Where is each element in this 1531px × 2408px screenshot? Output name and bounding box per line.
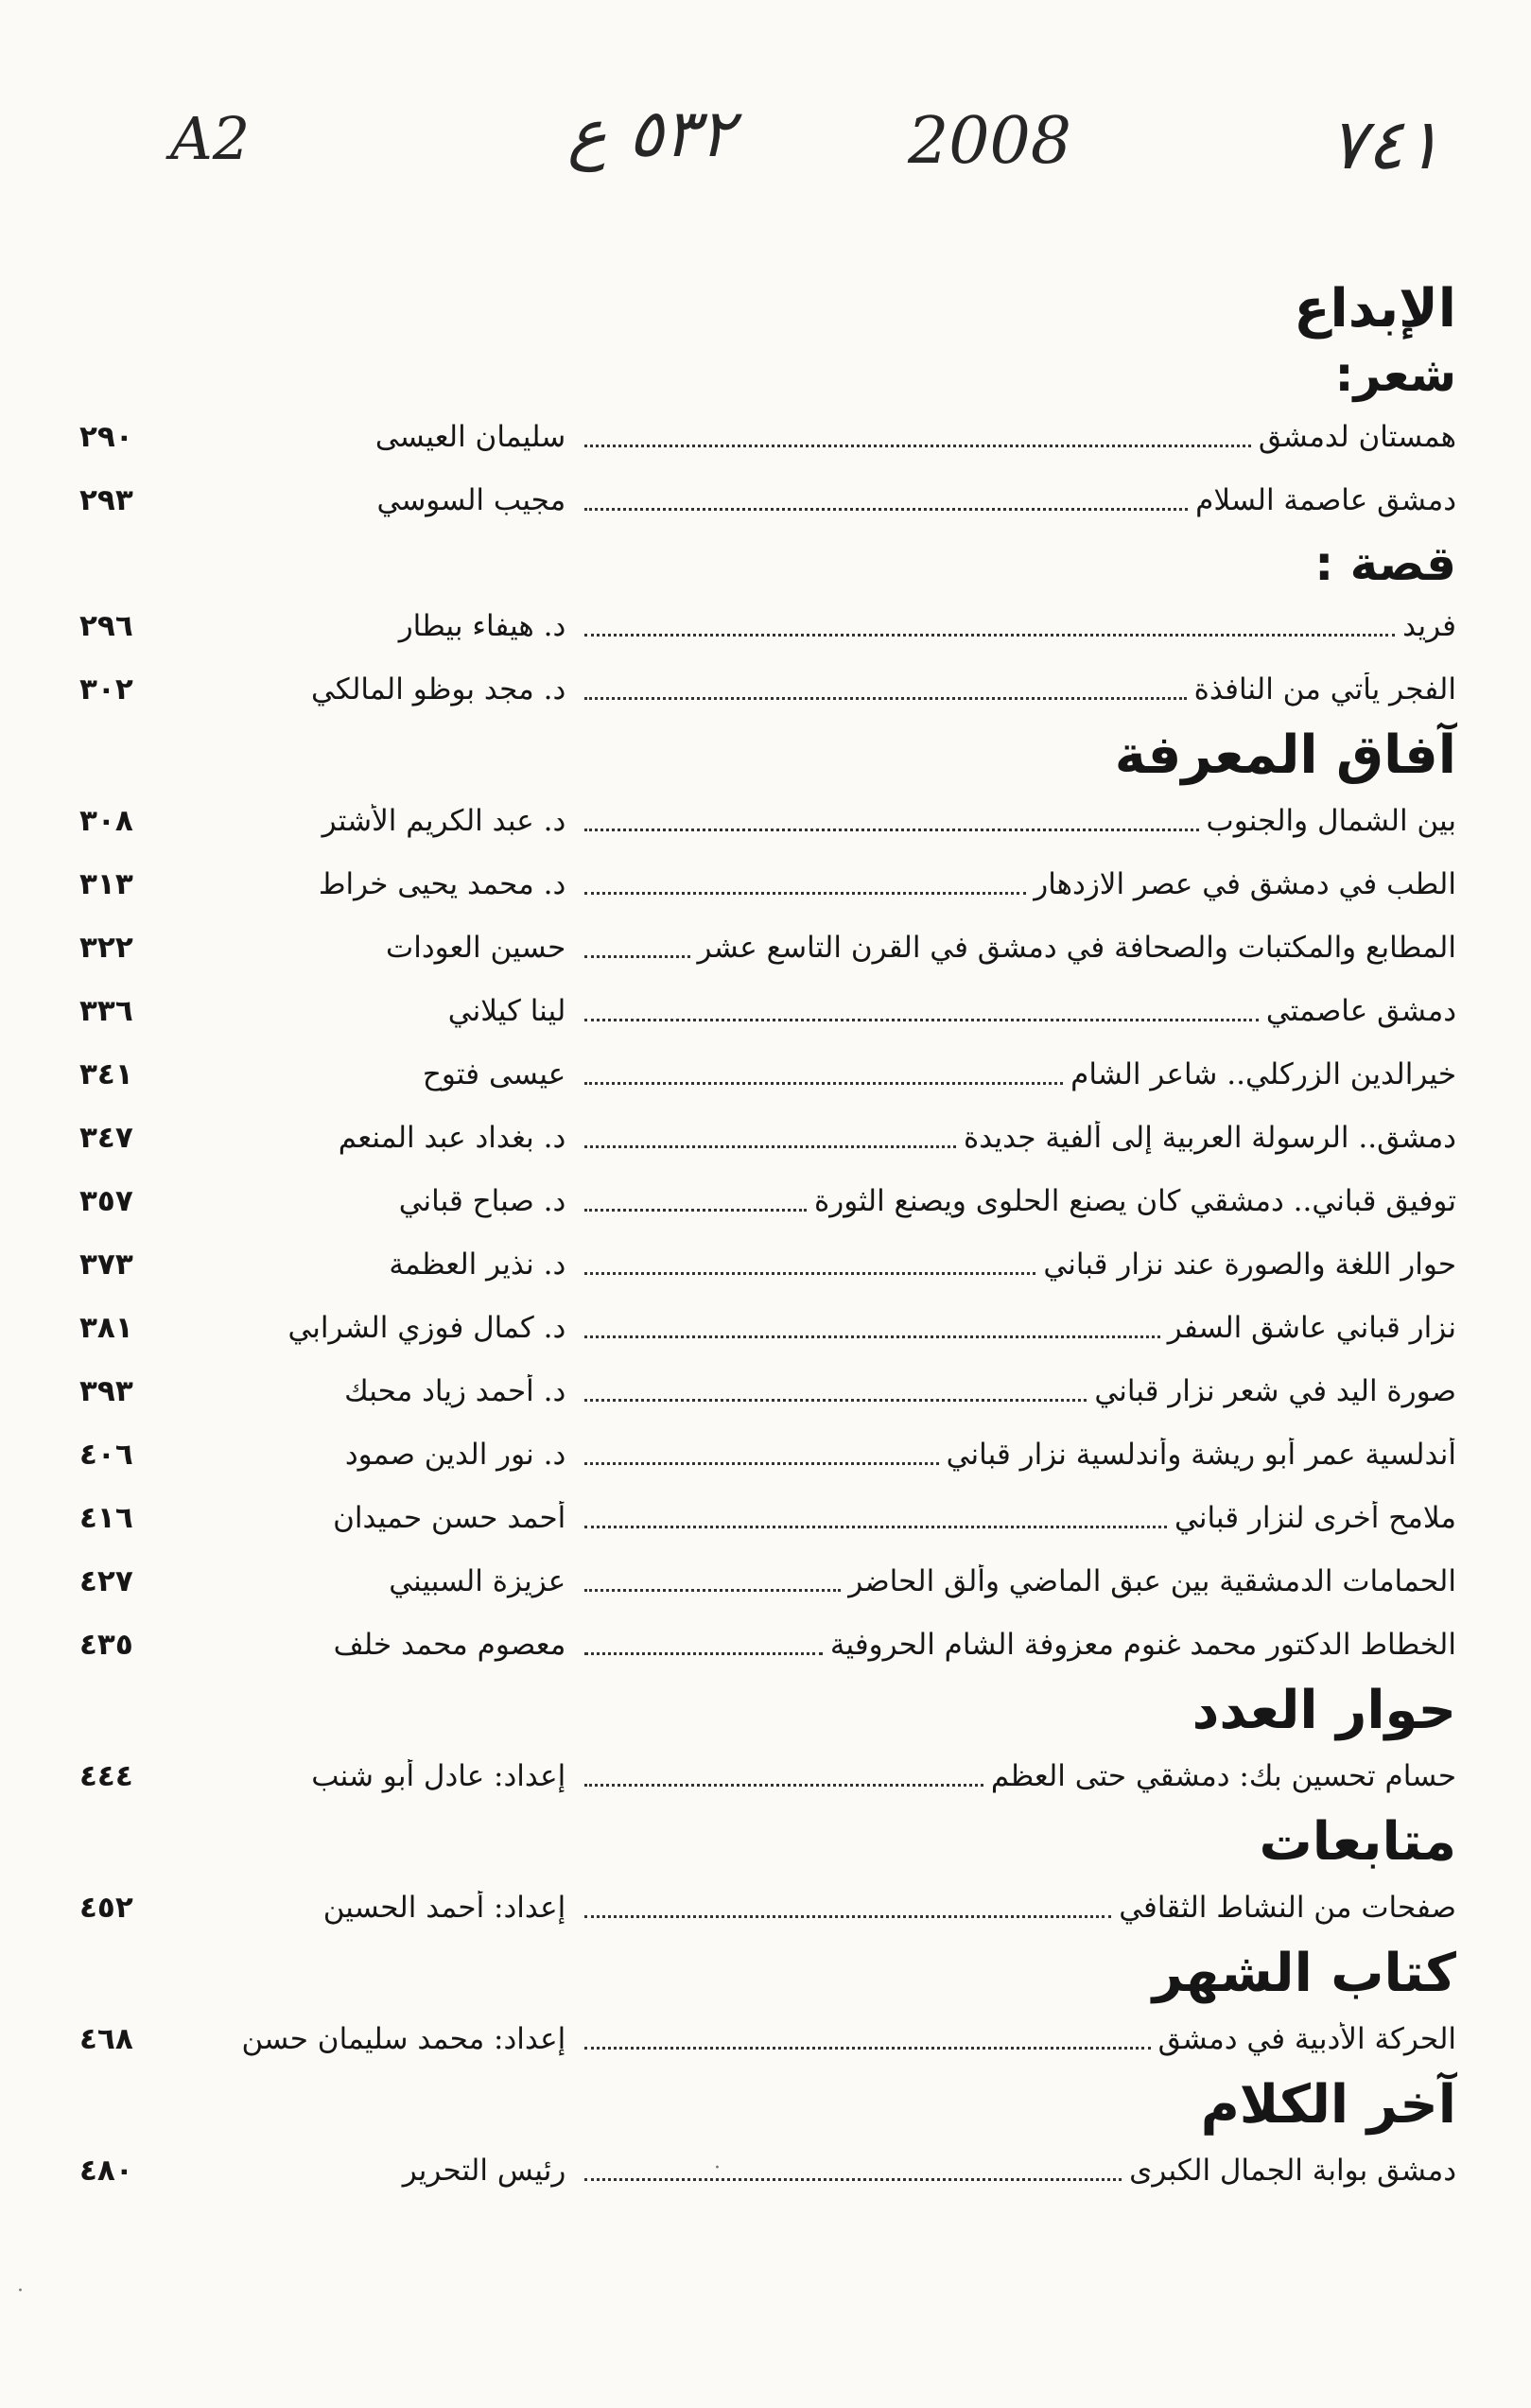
dot-leader	[584, 1462, 938, 1465]
dot-leader	[584, 1526, 1167, 1528]
toc-entry	[76, 916, 1456, 979]
entry-page-number: ٣٠٨	[78, 803, 133, 838]
entry-title-cell	[577, 1311, 1456, 1345]
entry-title-cell	[577, 1501, 1456, 1535]
entry-page-number: ٤٤٤	[78, 1758, 133, 1793]
entry-title: الطب في دمشق في عصر الازدهار	[1034, 866, 1456, 901]
entry-title: نزار قباني عاشق السفر	[1167, 1310, 1456, 1345]
section-heading: شعر:	[1334, 347, 1456, 402]
toc-entry	[76, 1359, 1456, 1422]
toc-entry	[76, 594, 1456, 657]
entry-title: دمشق عاصمتي	[1265, 993, 1456, 1028]
entry-page-number: ٣٨١	[78, 1310, 133, 1345]
entry-title: صفحات من النشاط الثقافي	[1119, 1890, 1456, 1925]
entry-title: الحمامات الدمشقية بين عبق الماضي وألق الحاضر	[848, 1563, 1456, 1598]
entry-author: د. نور الدين صمود	[344, 1437, 566, 1472]
scan-speck: ·	[714, 2156, 721, 2180]
entry-title: الفجر يأتي من النافذة	[1193, 672, 1456, 707]
entry-title-cell	[577, 420, 1456, 454]
entry-author: رئيس التحرير	[402, 2153, 566, 2188]
dot-leader	[584, 1335, 1159, 1338]
entry-author: إعداد: أحمد الحسين	[322, 1890, 566, 1925]
entry-author: د. أحمد زياد محبك	[344, 1373, 566, 1408]
dot-leader	[584, 445, 1251, 447]
section-heading: متابعات	[1259, 1811, 1456, 1873]
toc-entry	[76, 1106, 1456, 1169]
toc-entry	[76, 2138, 1456, 2202]
entry-author: د. عبد الكريم الأشتر	[322, 803, 566, 838]
entry-author: مجيب السوسي	[376, 482, 566, 517]
entry-title: ملامح أخرى لنزار قباني	[1174, 1500, 1456, 1535]
entry-author: عيسى فتوح	[422, 1056, 566, 1091]
handwritten-classification-code: ٥٣٢ ع	[567, 95, 735, 172]
entry-page-number: ٣٤٧	[78, 1120, 133, 1155]
entry-page-number: ٤٨٠	[78, 2153, 133, 2188]
dot-leader	[584, 697, 1186, 700]
section-heading: الإبداع	[1294, 278, 1456, 340]
entry-title: أندلسية عمر أبو ريشة وأندلسية نزار قباني	[946, 1437, 1456, 1472]
entry-author: د. صباح قباني	[398, 1183, 566, 1218]
dot-leader	[584, 955, 689, 958]
entry-title-cell	[577, 1564, 1456, 1598]
entry-author: عزيزة السبيني	[389, 1563, 566, 1598]
dot-leader	[584, 1399, 1087, 1402]
entry-title: المطابع والمكتبات والصحافة في دمشق في القرن التاسع عشر	[697, 930, 1456, 965]
dot-leader	[584, 829, 1198, 831]
dot-leader	[584, 634, 1395, 637]
toc-entry	[76, 1042, 1456, 1106]
entry-page-number: ٣٠٢	[78, 672, 133, 707]
entry-title-cell	[577, 1057, 1456, 1091]
dot-leader	[584, 1019, 1259, 1021]
entry-author: إعداد: محمد سليمان حسن	[241, 2021, 566, 2056]
section-heading: كتاب الشهر	[1152, 1943, 1456, 2004]
entry-page-number: ٢٩٠	[78, 419, 133, 454]
entry-title-cell	[577, 1248, 1456, 1282]
toc-entry	[76, 657, 1456, 721]
entry-title: همستان لدمشق	[1258, 419, 1456, 454]
toc-entry	[76, 1486, 1456, 1549]
entry-author: سليمان العيسى	[374, 419, 566, 454]
toc-entry	[76, 405, 1456, 468]
entry-title: بين الشمال والجنوب	[1206, 803, 1456, 838]
dot-leader	[584, 892, 1026, 895]
toc-entry	[76, 1296, 1456, 1359]
toc-entry	[76, 2007, 1456, 2070]
dot-leader	[584, 1915, 1111, 1918]
entry-title: توفيق قباني.. دمشقي كان يصنع الحلوى ويصنع الثورة	[814, 1183, 1456, 1218]
entry-author: أحمد حسن حميدان	[333, 1500, 566, 1535]
entry-page-number: ٤٣٥	[78, 1627, 133, 1662]
entry-title: دمشق.. الرسولة العربية إلى ألفية جديدة	[963, 1120, 1456, 1155]
entry-title: دمشق عاصمة السلام	[1195, 482, 1456, 517]
toc-entry	[76, 979, 1456, 1042]
section-heading: آخر الكلام	[1200, 2074, 1456, 2136]
entry-title: حوار اللغة والصورة عند نزار قباني	[1043, 1247, 1456, 1282]
section-heading: آفاق المعرفة	[1114, 724, 1456, 786]
entry-title: صورة اليد في شعر نزار قباني	[1094, 1373, 1456, 1408]
dot-leader	[584, 1784, 983, 1787]
dot-leader	[584, 1145, 956, 1148]
entry-author: د. هيفاء بيطار	[398, 608, 566, 643]
toc-entry	[76, 468, 1456, 532]
entry-page-number: ٤٦٨	[78, 2021, 133, 2056]
entry-title-cell	[577, 994, 1456, 1028]
entry-title-cell	[577, 609, 1456, 643]
entry-page-number: ٣٤١	[78, 1056, 133, 1091]
entry-title: الخطاط الدكتور محمد غنوم معزوفة الشام الحروفية	[829, 1627, 1456, 1662]
entry-page-number: ٣٢٢	[78, 930, 133, 965]
entry-title-cell	[577, 931, 1456, 965]
entry-page-number: ٤٥٢	[78, 1890, 133, 1925]
dot-leader	[584, 508, 1188, 511]
entry-author: حسين العودات	[386, 930, 566, 965]
entry-page-number: ٤٠٦	[78, 1437, 133, 1472]
dot-leader	[584, 1589, 841, 1592]
dot-leader	[584, 1652, 823, 1655]
dot-leader	[584, 1082, 1063, 1085]
entry-author: د. نذير العظمة	[389, 1247, 566, 1282]
entry-title-cell	[577, 2154, 1456, 2188]
entry-title-cell	[577, 483, 1456, 517]
entry-title: فريد	[1402, 608, 1456, 643]
dot-leader	[584, 1272, 1035, 1275]
toc-entry	[76, 1744, 1456, 1807]
dot-leader	[584, 1209, 807, 1212]
entry-title-cell	[577, 867, 1456, 901]
entry-author: لينا كيلاني	[447, 993, 566, 1028]
toc-entry	[76, 1169, 1456, 1232]
entry-page-number: ٣٩٣	[78, 1373, 133, 1408]
entry-page-number: ٣٥٧	[78, 1183, 133, 1218]
scan-speck: ·	[17, 2279, 24, 2303]
entry-page-number: ٣١٣	[78, 866, 133, 901]
entry-page-number: ٤٢٧	[78, 1563, 133, 1598]
entry-author: د. مجد بوظو المالكي	[311, 672, 566, 707]
entry-title-cell	[577, 1891, 1456, 1925]
entry-author: د. كمال فوزي الشرابي	[287, 1310, 566, 1345]
section-heading: قصة :	[1314, 536, 1456, 591]
toc-entry	[76, 1613, 1456, 1676]
entry-title: حسام تحسين بك: دمشقي حتى العظم	[990, 1758, 1456, 1793]
table-of-contents	[76, 274, 1456, 2202]
entry-title-cell	[577, 1628, 1456, 1662]
entry-author: د. محمد يحيى خراط	[318, 866, 566, 901]
entry-title-cell	[577, 672, 1456, 707]
section-heading: حوار العدد	[1192, 1680, 1456, 1741]
entry-title-cell	[577, 1374, 1456, 1408]
toc-entry	[76, 1549, 1456, 1613]
entry-page-number: ٤١٦	[78, 1500, 133, 1535]
entry-page-number: ٢٩٦	[78, 608, 133, 643]
toc-entry	[76, 1422, 1456, 1486]
handwritten-issue-number: ٧٤١	[1329, 104, 1442, 185]
handwritten-mark-a2: A2	[170, 104, 251, 173]
entry-title-cell	[577, 2022, 1456, 2056]
entry-title-cell	[577, 804, 1456, 838]
entry-author: إعداد: عادل أبو شنب	[311, 1758, 566, 1793]
entry-page-number: ٢٩٣	[78, 482, 133, 517]
entry-title: خيرالدين الزركلي.. شاعر الشام	[1070, 1056, 1456, 1091]
entry-author: معصوم محمد خلف	[333, 1627, 566, 1662]
entry-title-cell	[577, 1759, 1456, 1793]
toc-entry	[76, 1876, 1456, 1939]
dot-leader	[584, 2047, 1150, 2050]
dot-leader	[584, 2178, 1122, 2181]
entry-page-number: ٣٧٣	[78, 1247, 133, 1282]
entry-title-cell	[577, 1121, 1456, 1155]
entry-author: د. بغداد عبد المنعم	[338, 1120, 566, 1155]
toc-entry	[76, 1232, 1456, 1296]
entry-title-cell	[577, 1438, 1456, 1472]
entry-title: دمشق بوابة الجمال الكبرى	[1129, 2153, 1456, 2188]
entry-title: الحركة الأدبية في دمشق	[1157, 2021, 1456, 2056]
entry-title-cell	[577, 1184, 1456, 1218]
toc-entry	[76, 789, 1456, 852]
handwritten-year: 2008	[908, 104, 1072, 179]
entry-page-number: ٣٣٦	[78, 993, 133, 1028]
toc-entry	[76, 852, 1456, 916]
